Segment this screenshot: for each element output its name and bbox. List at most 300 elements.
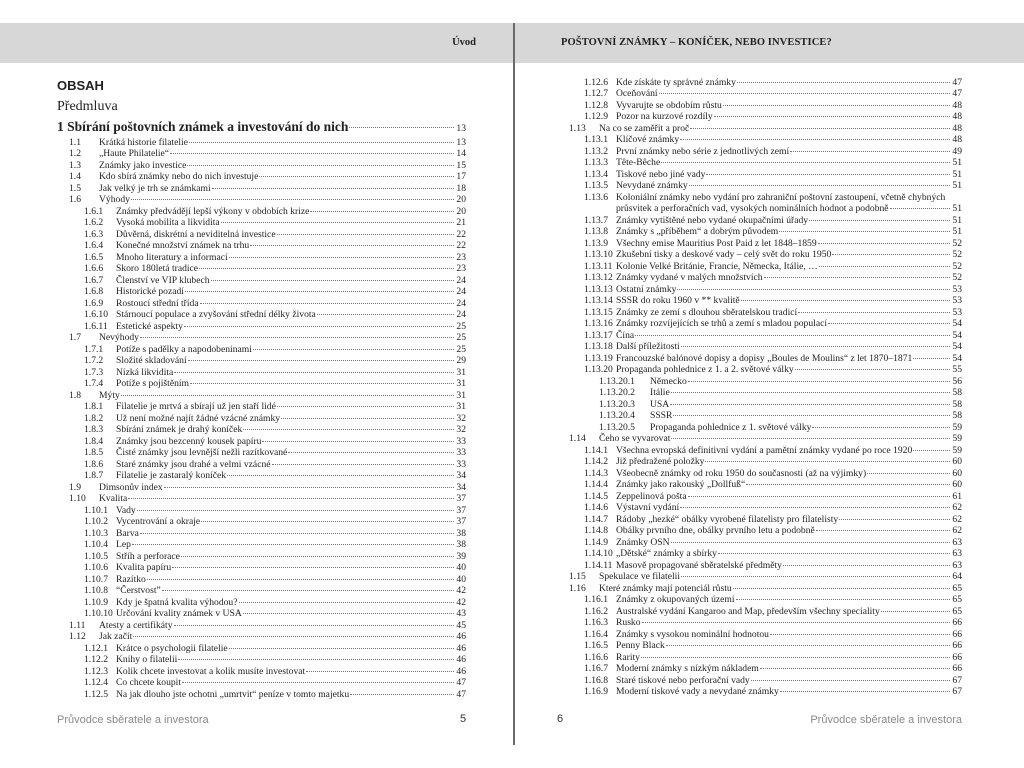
entry-page-number: 24 <box>456 286 466 297</box>
toc-entry[interactable] <box>57 240 466 252</box>
entry-title: Známky rozvíjejících se trhů a zemí s mladou populací <box>616 318 827 329</box>
dot-leader <box>239 602 455 603</box>
toc-entry[interactable] <box>557 456 962 468</box>
entry-title: Výstavní vydání <box>616 502 680 513</box>
dot-leader <box>182 682 454 683</box>
toc-entry[interactable] <box>557 318 962 330</box>
toc-entry[interactable] <box>57 436 466 448</box>
entry-page-number: 29 <box>456 355 466 366</box>
entry-title: Čína <box>616 329 635 341</box>
toc-entry[interactable] <box>57 654 466 666</box>
toc-entry[interactable] <box>557 387 962 399</box>
dot-leader <box>828 323 950 324</box>
dot-leader <box>760 668 950 669</box>
contents-heading: OBSAH <box>57 78 104 93</box>
dot-leader <box>671 542 950 543</box>
entry-title: Čeho se vyvarovat <box>599 433 671 444</box>
entry-page-number: 48 <box>952 111 962 122</box>
toc-right-page <box>557 77 962 698</box>
entry-number: 1.6.2 <box>84 217 104 228</box>
dot-leader <box>229 648 454 649</box>
toc-entry[interactable] <box>57 620 466 632</box>
dot-leader <box>137 510 454 511</box>
entry-title: Jak začít <box>99 631 133 642</box>
entry-page-number: 63 <box>952 536 962 548</box>
entry-number: 1.8.3 <box>84 424 104 435</box>
entry-number: 1.6.1 <box>84 205 104 217</box>
toc-entry[interactable] <box>57 643 466 655</box>
entry-page-number: 61 <box>952 490 962 502</box>
toc-entry[interactable] <box>57 298 466 310</box>
dot-leader <box>790 151 950 152</box>
entry-number: 1.4 <box>69 171 81 182</box>
toc-entry[interactable] <box>557 514 962 526</box>
entry-page-number: 31 <box>456 389 466 401</box>
entry-page-number: 43 <box>456 608 466 619</box>
toc-chapter-entry[interactable] <box>57 119 466 135</box>
toc-entry[interactable] <box>557 560 962 572</box>
toc-entry[interactable] <box>557 399 962 411</box>
dot-leader <box>201 521 454 522</box>
entry-title: Známky jsou bezcenný kousek papíru <box>116 435 262 447</box>
entry-title: Rarity <box>616 651 640 663</box>
toc-entry[interactable] <box>557 123 962 135</box>
entry-number: 1.1 <box>69 136 81 148</box>
entry-page-number: 64 <box>952 571 962 582</box>
dot-leader <box>172 567 454 568</box>
entry-number: 1.8.4 <box>84 435 104 447</box>
entry-number: 1.13.19 <box>584 352 613 364</box>
entry-page-number: 51 <box>952 168 962 180</box>
toc-entry[interactable] <box>557 341 962 353</box>
entry-number: 1.13.6 <box>584 191 608 203</box>
dot-leader <box>243 613 454 614</box>
dot-leader <box>689 185 950 186</box>
entry-title: Filatelie je zastaralý koníček <box>116 470 227 481</box>
entry-number: 1.13.14 <box>584 295 613 306</box>
toc-entry[interactable] <box>57 160 466 172</box>
toc-entry[interactable] <box>557 606 962 618</box>
dot-leader <box>131 199 454 200</box>
toc-entry[interactable] <box>57 217 466 229</box>
toc-entry[interactable] <box>57 493 466 505</box>
entry-number: 1.10 <box>69 493 86 504</box>
toc-entry[interactable] <box>57 585 466 597</box>
entry-number: 1.8.2 <box>84 412 104 424</box>
entry-page-number: 31 <box>456 401 466 412</box>
toc-entry[interactable] <box>557 169 962 181</box>
dot-leader <box>250 245 454 246</box>
entry-title: Členství ve VIP klubech <box>116 274 210 286</box>
toc-entry[interactable] <box>557 192 962 204</box>
entry-page-number: 20 <box>456 205 466 217</box>
entry-number: 1.6.4 <box>84 240 104 251</box>
toc-entry[interactable] <box>557 88 962 100</box>
entry-title: Oceňování <box>616 88 658 99</box>
entry-title: Na co se zaměřit a proč <box>599 122 690 134</box>
entry-title: Na jak dlouho jste ochotni „umrtvit“ peníze v tomto majetku <box>116 688 350 700</box>
toc-entry[interactable] <box>557 261 962 273</box>
dot-leader <box>200 303 454 304</box>
entry-number: 1.16.4 <box>584 628 608 640</box>
entry-title: Koloniální známky nebo vydání pro zahraniční poštovní zastoupení, včetně chybných <box>616 191 946 203</box>
entry-number: 1.13.4 <box>584 168 608 180</box>
entry-number: 1.10.1 <box>84 504 108 516</box>
dot-leader <box>306 671 454 672</box>
toc-entry[interactable] <box>57 528 466 540</box>
entry-page-number: 53 <box>952 306 962 318</box>
dot-leader <box>277 234 454 235</box>
toc-entry[interactable] <box>57 183 466 195</box>
entry-title: Kdo sbírá známky nebo do nich investuje <box>99 171 259 182</box>
entry-title: „Haute Philatelie“ <box>99 148 170 159</box>
dot-leader <box>677 289 950 290</box>
entry-page-number: 62 <box>952 525 962 536</box>
entry-page-number: 37 <box>456 493 466 504</box>
dot-leader <box>187 165 454 166</box>
entry-title: Kdy je špatná kvalita výhodou? <box>116 596 238 608</box>
entry-page-number: 42 <box>456 596 466 608</box>
entry-title: Filatelie je mrtvá a sbírají už jen staří lidé <box>116 401 276 412</box>
entry-title: Historické pozadí <box>116 286 184 297</box>
toc-entry[interactable] <box>557 307 962 319</box>
entry-page-number: 51 <box>952 226 962 237</box>
dot-leader <box>673 415 950 416</box>
entry-title-continuation: průsvitek a perforačních vad, vysokých nominálních hodnot a podobně <box>616 203 889 214</box>
entry-title: Zkušební tisky a deskové vady – celý svět do roku 1950 <box>616 249 832 260</box>
toc-entry[interactable] <box>557 353 962 365</box>
toc-entry[interactable] <box>557 675 962 687</box>
entry-number: 1.13.20 <box>584 364 613 375</box>
entry-page-number: 51 <box>952 157 962 168</box>
entry-title: Nevydané známky <box>616 180 688 191</box>
toc-entry[interactable] <box>557 445 962 457</box>
entry-page-number: 21 <box>456 217 466 228</box>
toc-entry[interactable] <box>557 468 962 480</box>
toc-entry[interactable] <box>57 378 466 390</box>
toc-entry[interactable] <box>557 479 962 491</box>
left-page-number: 5 <box>460 713 467 725</box>
entry-page-number: 47 <box>456 688 466 700</box>
toc-entry[interactable] <box>57 424 466 436</box>
entry-title: Další příležitosti <box>616 341 680 352</box>
entry-title: Německo <box>650 375 687 387</box>
toc-entry[interactable] <box>57 689 466 701</box>
dot-leader <box>832 254 950 255</box>
toc-entry[interactable] <box>57 482 466 494</box>
entry-title: Masově propagované sběratelské předměty <box>616 559 782 571</box>
toc-entry[interactable] <box>557 284 962 296</box>
toc-entry[interactable] <box>557 376 962 388</box>
entry-title: Čisté známky jsou levnější nežli razítkované <box>116 447 288 458</box>
toc-entry[interactable] <box>57 275 466 287</box>
entry-number: 1.13.11 <box>584 260 613 272</box>
dot-leader <box>680 507 950 508</box>
entry-page-number: 67 <box>952 686 962 697</box>
entry-number: 1.12.5 <box>84 688 108 700</box>
toc-entry[interactable] <box>57 470 466 482</box>
toc-entry[interactable] <box>57 367 466 379</box>
dot-leader <box>780 691 950 692</box>
toc-entry[interactable] <box>557 640 962 652</box>
entry-number: 1.16.6 <box>584 651 608 663</box>
dot-leader <box>253 349 454 350</box>
toc-entry[interactable] <box>57 608 466 620</box>
dot-leader <box>818 243 950 244</box>
entry-page-number: 54 <box>952 318 962 329</box>
entry-number: 1.12.3 <box>84 665 108 677</box>
entry-page-number: 52 <box>952 237 962 249</box>
entry-page-number: 40 <box>456 562 466 573</box>
entry-number: 1.11 <box>69 619 86 631</box>
entry-page-number: 60 <box>952 467 962 479</box>
dot-leader <box>741 300 950 301</box>
toc-entry[interactable] <box>557 583 962 595</box>
entry-page-number: 66 <box>952 640 962 651</box>
toc-entry[interactable] <box>557 629 962 641</box>
entry-number: 1.13.20.4 <box>599 410 635 421</box>
entry-page-number: 24 <box>456 309 466 320</box>
entry-title: Francouzské balónové dopisy a dopisy „Boules de Moulins“ z let 1870–1871 <box>616 352 913 364</box>
toc-entry[interactable] <box>57 677 466 689</box>
toc-entry[interactable] <box>557 249 962 261</box>
entry-page-number: 14 <box>456 148 466 159</box>
dot-leader <box>317 314 454 315</box>
dot-leader <box>783 565 950 566</box>
entry-title: Všeobecně známky od roku 1950 do současnosti (až na výjimky) <box>616 467 867 479</box>
toc-entry[interactable] <box>57 597 466 609</box>
entry-title: Známky z okupovaných území <box>616 594 735 605</box>
dot-leader <box>671 392 950 393</box>
entry-page-number: 31 <box>456 366 466 378</box>
entry-page-number: 34 <box>456 470 466 481</box>
dot-leader <box>140 337 454 338</box>
entry-number: 1.10.5 <box>84 550 108 562</box>
toc-entry[interactable] <box>557 238 962 250</box>
toc-entry[interactable] <box>57 516 466 528</box>
toc-entry[interactable] <box>557 491 962 503</box>
entry-title: Propaganda pohlednice z 1. a 2. světové války <box>616 364 794 375</box>
toc-entry[interactable] <box>557 663 962 675</box>
toc-entry[interactable] <box>557 422 962 434</box>
toc-entry[interactable] <box>57 309 466 321</box>
entry-number: 1.7.1 <box>84 343 104 355</box>
toc-entry[interactable] <box>57 148 466 160</box>
entry-page-number: 24 <box>456 297 466 309</box>
toc-entry[interactable] <box>57 321 466 333</box>
dot-leader <box>795 369 950 370</box>
dot-leader <box>746 484 950 485</box>
entry-page-number: 65 <box>952 605 962 617</box>
toc-entry[interactable] <box>57 459 466 471</box>
entry-number: 1.10.2 <box>84 516 108 527</box>
toc-entry[interactable] <box>557 295 962 307</box>
toc-entry[interactable] <box>57 332 466 344</box>
entry-number: 1.13 <box>569 122 586 134</box>
toc-entry[interactable] <box>557 537 962 549</box>
entry-title: Známky jako rakouský „Dollfuß“ <box>616 479 746 490</box>
toc-entry-continuation[interactable] <box>557 203 962 215</box>
dot-leader <box>199 268 454 269</box>
toc-entry[interactable] <box>57 390 466 402</box>
entry-page-number: 58 <box>952 387 962 398</box>
toc-entry[interactable] <box>557 502 962 514</box>
dot-leader <box>162 590 454 591</box>
toc-entry[interactable] <box>57 252 466 264</box>
entry-title: Pozor na kurzové rozdíly <box>616 111 713 122</box>
entry-page-number: 52 <box>952 272 962 283</box>
toc-entry[interactable] <box>57 194 466 206</box>
entry-number: 1.6.10 <box>84 309 108 320</box>
entry-title: Kvalita papíru <box>116 562 172 573</box>
entry-page-number: 48 <box>952 99 962 111</box>
entry-title: Známky vytištěné nebo vydané okupačními úřady <box>616 214 809 226</box>
entry-page-number: 37 <box>456 516 466 527</box>
toc-entry[interactable] <box>557 364 962 376</box>
entry-title: Jak velký je trh se známkami <box>99 182 211 194</box>
toc-entry[interactable] <box>557 686 962 698</box>
entry-number: 1.13.2 <box>584 145 608 157</box>
entry-title: Už není možné najít žádné vzácné známky <box>116 412 281 424</box>
toc-entry[interactable] <box>557 226 962 238</box>
dot-leader <box>272 464 454 465</box>
entry-page-number: 32 <box>456 424 466 435</box>
entry-title: Známky vydané v malých množstvích <box>616 272 763 283</box>
entry-title: Známky OSN <box>616 536 670 548</box>
entry-title: Stárnoucí populace a zvyšování střední délky života <box>116 309 316 320</box>
toc-entry[interactable] <box>57 344 466 356</box>
toc-entry[interactable] <box>557 157 962 169</box>
toc-entry[interactable] <box>57 574 466 586</box>
entry-title: „Dětské“ známky a sbírky <box>616 548 717 559</box>
toc-entry[interactable] <box>57 229 466 241</box>
dot-leader <box>641 657 950 658</box>
toc-preface-link[interactable]: Předmluva <box>57 99 118 114</box>
toc-entry[interactable] <box>557 652 962 664</box>
toc-entry[interactable] <box>57 263 466 275</box>
toc-entry[interactable] <box>57 413 466 425</box>
toc-entry[interactable] <box>57 206 466 218</box>
dot-leader <box>913 358 950 359</box>
entry-title: Důvěrná, diskrétní a neviditelná investice <box>116 228 276 240</box>
dot-leader <box>262 441 454 442</box>
toc-entry[interactable] <box>557 215 962 227</box>
entry-title: Staré známky jsou drahé a velmi vzácné <box>116 458 271 470</box>
entry-title: Nízká likvidita <box>116 366 174 378</box>
toc-entry[interactable] <box>57 562 466 574</box>
toc-entry[interactable] <box>57 551 466 563</box>
entry-title: Estetické aspekty <box>116 320 183 332</box>
entry-title: Které známky mají potenciál růstu <box>599 582 732 594</box>
entry-page-number: 66 <box>952 628 962 640</box>
entry-number: 1.16.9 <box>584 686 608 697</box>
entry-page-number: 54 <box>952 341 962 352</box>
toc-entry[interactable] <box>557 548 962 560</box>
dot-leader <box>185 291 454 292</box>
toc-entry[interactable] <box>557 146 962 158</box>
entry-number: 1.6.7 <box>84 274 104 286</box>
toc-entry[interactable] <box>57 286 466 298</box>
toc-entry[interactable] <box>557 594 962 606</box>
entry-page-number: 59 <box>952 421 962 433</box>
toc-entry[interactable] <box>57 539 466 551</box>
toc-entry[interactable] <box>557 410 962 422</box>
entry-page-number: 51 <box>952 180 962 191</box>
toc-entry[interactable] <box>57 631 466 643</box>
entry-title: Staré tiskové nebo perforační vady <box>616 674 750 686</box>
dot-leader <box>881 611 950 612</box>
toc-entry[interactable] <box>57 447 466 459</box>
toc-entry[interactable] <box>57 171 466 183</box>
entry-title: Itálie <box>650 387 670 398</box>
entry-title: Razítko <box>116 573 146 585</box>
entry-number: 1.16.5 <box>584 640 608 651</box>
dot-leader <box>839 519 950 520</box>
toc-entry[interactable] <box>57 666 466 678</box>
toc-entry[interactable] <box>557 272 962 284</box>
dot-leader <box>147 579 454 580</box>
dot-leader <box>133 636 454 637</box>
dot-leader <box>221 222 454 223</box>
entry-number: 1.13.5 <box>584 180 608 191</box>
entry-page-number: 51 <box>952 214 962 226</box>
toc-entry[interactable] <box>557 571 962 583</box>
toc-entry[interactable] <box>57 505 466 517</box>
toc-entry[interactable] <box>557 180 962 192</box>
dot-leader <box>718 553 950 554</box>
toc-entry[interactable] <box>557 111 962 123</box>
dot-leader <box>350 694 454 695</box>
entry-page-number: 53 <box>952 283 962 295</box>
entry-title: Barva <box>116 527 139 539</box>
entry-page-number: 46 <box>456 665 466 677</box>
entry-number: 1.12 <box>69 631 86 642</box>
dot-leader <box>211 280 454 281</box>
entry-title: Mýty <box>99 389 120 401</box>
dot-leader <box>259 176 454 177</box>
dot-leader <box>751 680 950 681</box>
entry-number: 1.8.6 <box>84 458 104 470</box>
toc-entry[interactable] <box>57 355 466 367</box>
entry-page-number: 65 <box>952 582 962 594</box>
toc-entry[interactable] <box>557 433 962 445</box>
entry-title: Tête-Bêche <box>616 157 661 168</box>
dot-leader <box>714 116 950 117</box>
toc-entry[interactable] <box>57 401 466 413</box>
entry-page-number: 15 <box>456 159 466 171</box>
toc-entry[interactable] <box>557 330 962 342</box>
toc-entry[interactable] <box>557 77 962 89</box>
entry-number: 1.10.9 <box>84 596 108 608</box>
entry-number: 1.6.9 <box>84 297 104 309</box>
toc-entry[interactable] <box>557 100 962 112</box>
entry-title: Dimsonův index <box>99 481 163 493</box>
toc-entry[interactable] <box>557 617 962 629</box>
entry-title: Zeppelinová pošta <box>616 490 687 502</box>
entry-number: 1.12.8 <box>584 99 608 111</box>
toc-entry[interactable] <box>57 137 466 149</box>
entry-title: Potíže s pojištěním <box>116 378 190 389</box>
dot-leader <box>688 381 950 382</box>
toc-entry[interactable] <box>557 134 962 146</box>
entry-page-number: 25 <box>456 332 466 343</box>
toc-entry[interactable] <box>557 525 962 537</box>
entry-page-number: 33 <box>456 435 466 447</box>
chapter-title: 1 Sbírání poštovních známek a investování do nich <box>57 119 349 134</box>
entry-number: 1.13.10 <box>584 249 613 260</box>
entry-number: 1.16.3 <box>584 617 608 628</box>
entry-page-number: 38 <box>456 527 466 539</box>
